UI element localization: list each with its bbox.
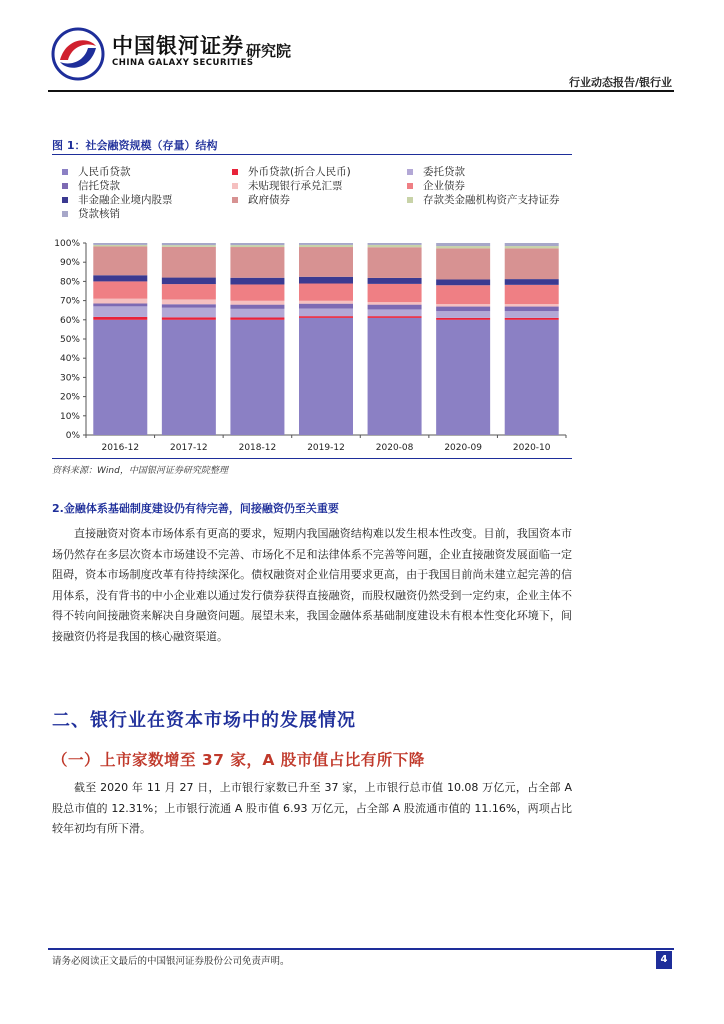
x-tick-label: 2018-12 bbox=[238, 443, 277, 453]
bar-segment bbox=[368, 243, 422, 245]
legend-label: 未贴现银行承兑汇票 bbox=[248, 180, 343, 192]
bar-segment bbox=[436, 248, 490, 279]
legend-label: 信托贷款 bbox=[78, 180, 120, 192]
bar-segment bbox=[230, 284, 284, 300]
legend-swatch bbox=[232, 169, 238, 175]
legend-item bbox=[407, 192, 560, 207]
bar-segment bbox=[299, 277, 353, 284]
x-tick-label: 2016-12 bbox=[101, 443, 140, 453]
bar-segment bbox=[162, 304, 216, 307]
bar-segment bbox=[436, 246, 490, 248]
disclaimer-text: 请务必阅读正文最后的中国银河证券股份公司免责声明。 bbox=[52, 956, 290, 967]
bar-segment bbox=[505, 246, 559, 248]
legend-item bbox=[407, 164, 465, 179]
bar-segment bbox=[436, 243, 490, 246]
research-institute-label: 研究院 bbox=[246, 42, 292, 60]
legend-item bbox=[62, 178, 120, 193]
legend-item bbox=[407, 178, 465, 193]
bar-segment bbox=[368, 245, 422, 247]
bar-segment bbox=[93, 275, 147, 281]
legend-item bbox=[232, 164, 351, 179]
bar-segment bbox=[162, 243, 216, 245]
bar-segment bbox=[299, 308, 353, 316]
section-heading: 2.金融体系基础制度建设仍有待完善，间接融资仍至关重要 bbox=[52, 502, 339, 515]
legend-item bbox=[62, 206, 120, 221]
bar-segment bbox=[230, 305, 284, 309]
legend-swatch bbox=[62, 211, 68, 217]
bar-segment bbox=[93, 320, 147, 435]
bar-segment bbox=[368, 316, 422, 318]
bar-segment bbox=[505, 320, 559, 435]
bar-segment bbox=[93, 306, 147, 317]
bar-segment bbox=[93, 303, 147, 306]
bar-segment bbox=[230, 320, 284, 435]
legend-item bbox=[232, 178, 343, 193]
bar-segment bbox=[299, 247, 353, 277]
bar-segment bbox=[368, 309, 422, 316]
bar-segment bbox=[299, 301, 353, 304]
legend-swatch bbox=[62, 197, 68, 203]
bar-segment bbox=[93, 243, 147, 245]
bar-segment bbox=[162, 245, 216, 247]
bar-segment bbox=[162, 299, 216, 304]
x-tick-label: 2020-09 bbox=[444, 443, 482, 453]
bar-segment bbox=[436, 311, 490, 318]
y-tick-label: 90% bbox=[59, 258, 80, 269]
bar-segment bbox=[299, 245, 353, 247]
legend-label: 非金融企业境内股票 bbox=[78, 194, 173, 206]
figure-top-rule bbox=[52, 154, 572, 155]
bar-segment bbox=[162, 278, 216, 285]
bar-segment bbox=[299, 284, 353, 301]
legend-swatch bbox=[407, 183, 413, 189]
y-tick-label: 30% bbox=[59, 373, 80, 384]
bar-segment bbox=[230, 247, 284, 278]
legend-swatch bbox=[232, 183, 238, 189]
bar-segment bbox=[368, 318, 422, 435]
bar-segment bbox=[436, 304, 490, 306]
bar-segment bbox=[230, 243, 284, 245]
bar-segment bbox=[230, 309, 284, 318]
bar-segment bbox=[230, 278, 284, 285]
company-logo-icon bbox=[48, 26, 108, 82]
chapter-heading: 二、银行业在资本市场中的发展情况 bbox=[52, 710, 356, 731]
bar-segment bbox=[368, 284, 422, 302]
y-tick-label: 50% bbox=[59, 335, 80, 345]
bar-segment bbox=[505, 318, 559, 320]
bar-segment bbox=[368, 247, 422, 278]
legend-label: 外币贷款(折合人民币) bbox=[248, 166, 351, 178]
bar-segment bbox=[436, 318, 490, 320]
legend-label: 企业债券 bbox=[423, 180, 465, 192]
bar-segment bbox=[505, 285, 559, 304]
x-tick-label: 2020-10 bbox=[512, 443, 551, 453]
footer-divider bbox=[48, 948, 674, 950]
y-tick-label: 40% bbox=[59, 354, 80, 365]
bar-segment bbox=[299, 304, 353, 309]
report-type-label: 行业动态报告/银行业 bbox=[568, 76, 672, 89]
x-tick-label: 2019-12 bbox=[307, 443, 345, 453]
legend-swatch bbox=[62, 169, 68, 175]
legend-swatch bbox=[62, 183, 68, 189]
y-tick-label: 20% bbox=[59, 392, 80, 403]
bar-segment bbox=[436, 279, 490, 285]
brand-name-en: CHINA GALAXY SECURITIES bbox=[112, 58, 254, 68]
legend-label: 人民币贷款 bbox=[78, 166, 131, 178]
bar-segment bbox=[505, 279, 559, 285]
bar-segment bbox=[368, 278, 422, 284]
y-tick-label: 60% bbox=[59, 315, 80, 326]
y-tick-label: 100% bbox=[54, 239, 80, 249]
body-paragraph: 直接融资对资本市场体系有更高的要求，短期内我国融资结构难以发生根本性改变。目前，我国资本市场仍然存在多层次资本市场建设不完善、市场化不足和法律体系不完善等问题，企业直接融资发展面临一定阻碍，资本市场制度改革有待持续深化。债权融资对企业信用要求更高，由于我国目前尚未建立起完善的信用体系，没有背书的中小企业难以通过发行债券获得直接融资，而股权融资仍然受到一定约束，企业主体不得不转向间接融资来解决自身融资问题。展望未来，我国金融体系基础制度建设未有根本性变化环境下，间接融资仍将是我国的核心融资渠道。 bbox=[52, 527, 572, 643]
y-tick-label: 70% bbox=[59, 296, 80, 307]
bar-segment bbox=[505, 307, 559, 312]
stacked-bar-chart bbox=[52, 234, 572, 456]
figure-source-note: 资料来源：Wind，中国银河证券研究院整理 bbox=[52, 466, 228, 476]
bar-segment bbox=[230, 301, 284, 305]
bar-segment bbox=[505, 243, 559, 246]
bar-segment bbox=[299, 316, 353, 318]
bar-segment bbox=[299, 243, 353, 245]
y-tick-label: 0% bbox=[65, 431, 80, 441]
sub-heading: （一）上市家数增至 37 家，A 股市值占比有所下降 bbox=[52, 751, 425, 769]
bar-segment bbox=[436, 320, 490, 435]
bar-segment bbox=[230, 245, 284, 247]
bar-segment bbox=[505, 311, 559, 318]
bar-segment bbox=[93, 317, 147, 320]
figure-bottom-rule bbox=[52, 458, 572, 459]
y-tick-label: 10% bbox=[59, 411, 80, 422]
bar-segment bbox=[230, 317, 284, 319]
x-tick-label: 2020-08 bbox=[375, 443, 414, 453]
header-divider bbox=[48, 90, 674, 92]
legend-label: 存款类金融机构资产支持证券 bbox=[423, 194, 560, 206]
bar-segment bbox=[299, 318, 353, 435]
legend-label: 政府债券 bbox=[248, 194, 290, 206]
legend-label: 委托贷款 bbox=[423, 166, 465, 178]
legend-item bbox=[62, 192, 173, 207]
bar-segment bbox=[505, 304, 559, 306]
legend-item bbox=[62, 164, 131, 179]
bar-segment bbox=[162, 284, 216, 299]
bar-segment bbox=[368, 302, 422, 304]
bar-segment bbox=[505, 248, 559, 279]
brand-name-cn: 中国银河证券 bbox=[112, 34, 244, 58]
bar-segment bbox=[162, 317, 216, 319]
figure-title: 图 1：社会融资规模（存量）结构 bbox=[52, 139, 218, 152]
body-paragraph: 截至 2020 年 11 月 27 日，上市银行家数已升至 37 家，上市银行总市值 10.08 万亿元，占全部 A 股总市值的 12.31%；上市银行流通 A 股市值 6.93 万亿元，占全部 A 股流通市值的 11.16%，两项占比较年初均有所下滑。 bbox=[52, 781, 572, 835]
bar-segment bbox=[162, 308, 216, 318]
page-number: 4 bbox=[656, 951, 672, 969]
bar-segment bbox=[93, 299, 147, 304]
bar-segment bbox=[436, 285, 490, 304]
bar-segment bbox=[93, 246, 147, 275]
bar-segment bbox=[93, 245, 147, 247]
legend-label: 贷款核销 bbox=[78, 208, 120, 220]
y-tick-label: 80% bbox=[59, 277, 80, 288]
legend-swatch bbox=[407, 197, 413, 203]
bar-segment bbox=[368, 305, 422, 310]
legend-item bbox=[232, 192, 290, 207]
bar-segment bbox=[436, 307, 490, 312]
bar-segment bbox=[162, 320, 216, 435]
bar-segment bbox=[93, 281, 147, 298]
legend-swatch bbox=[232, 197, 238, 203]
legend-swatch bbox=[407, 169, 413, 175]
bar-segment bbox=[162, 247, 216, 278]
x-tick-label: 2017-12 bbox=[170, 443, 208, 453]
